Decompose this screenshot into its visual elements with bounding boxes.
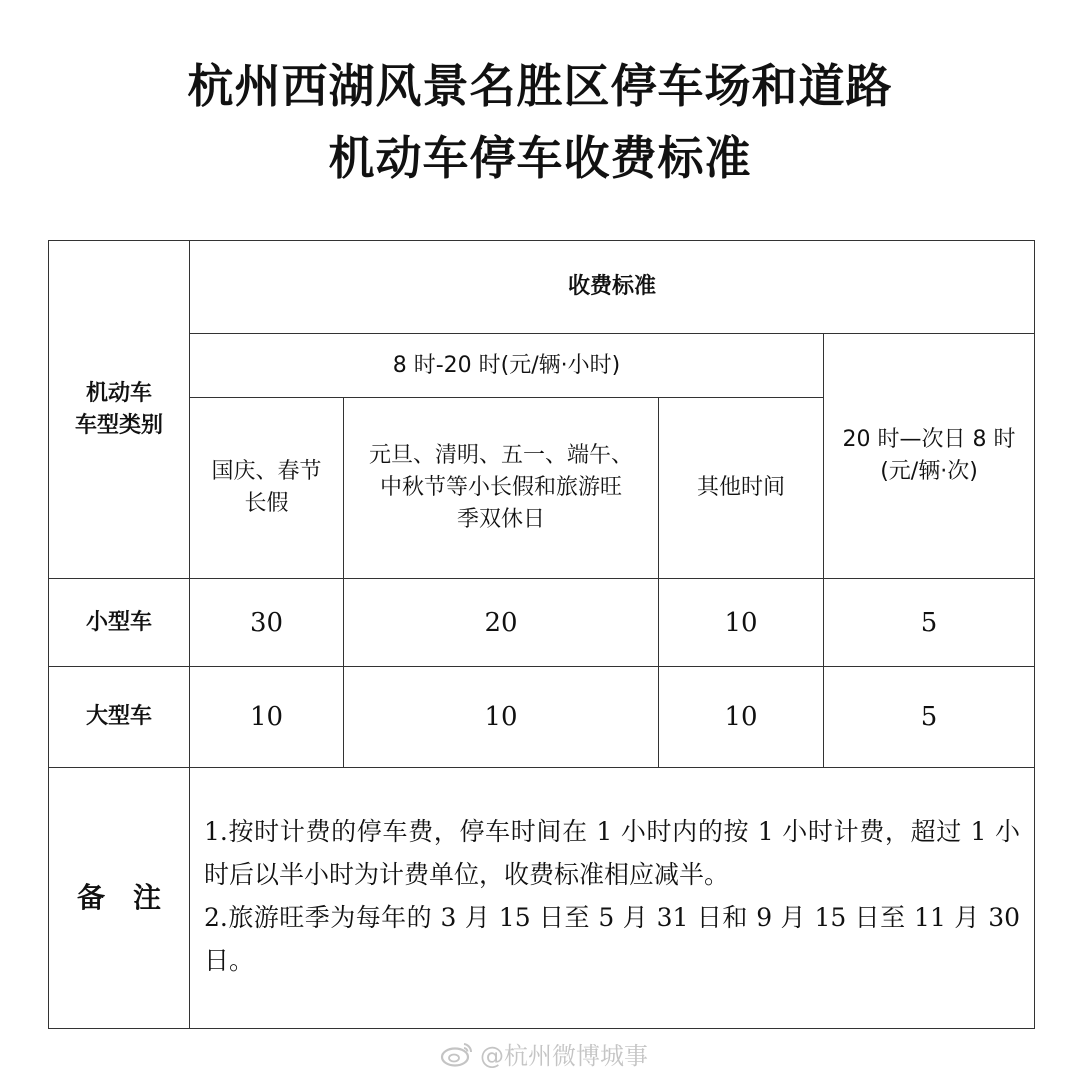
table-row xyxy=(49,667,1035,768)
vehicle-type-header-text: 机动车 车型类别 xyxy=(74,380,163,438)
cell-value: 5 xyxy=(824,579,1035,667)
cell-value: 10 xyxy=(659,579,824,667)
short-holiday-header-text: 元旦、清明、五一、端午、 中秋节等小长假和旅游旺 季双休日 xyxy=(368,443,633,532)
daytime-hourly-header: 8 时-20 时(元/辆·小时) xyxy=(190,334,824,398)
parking-fee-table xyxy=(48,240,1035,1029)
remark-item: 2.旅游旺季为每年的 3 月 15 日至 5 月 31 日和 9 月 15 日至 11 月 30 日。 xyxy=(204,903,1021,975)
table-row xyxy=(49,579,1035,667)
fee-standard-header: 收费标准 xyxy=(190,241,1035,334)
cell-value: 20 xyxy=(344,579,659,667)
remarks-content xyxy=(190,768,1035,1029)
page-title-line-1: 杭州西湖风景名胜区停车场和道路 xyxy=(187,59,893,113)
other-time-header xyxy=(659,398,824,579)
overnight-header-text: 20 时—次日 8 时 (元/辆·次) xyxy=(842,427,1016,484)
cell-value: 5 xyxy=(824,667,1035,768)
short-holiday-header xyxy=(344,398,659,579)
national-holiday-header xyxy=(190,398,344,579)
weibo-logo-icon xyxy=(440,1041,474,1067)
cell-value: 10 xyxy=(344,667,659,768)
row-label-small-car: 小型车 xyxy=(49,579,190,667)
cell-value: 30 xyxy=(190,579,344,667)
overnight-header xyxy=(824,334,1035,579)
vehicle-type-header xyxy=(49,241,190,579)
cell-value: 10 xyxy=(190,667,344,768)
row-label-large-car: 大型车 xyxy=(49,667,190,768)
remarks-label: 备注 xyxy=(49,768,190,1029)
other-time-header-text: 其他时间 xyxy=(696,475,785,500)
watermark xyxy=(440,1036,648,1071)
cell-value: 10 xyxy=(659,667,824,768)
page-title-line-2: 机动车停车收费标准 xyxy=(328,131,752,185)
national-holiday-header-text: 国庆、春节 长假 xyxy=(211,459,322,516)
watermark-text: @杭州微博城事 xyxy=(480,1042,648,1070)
remark-item: 1.按时计费的停车费，停车时间在 1 小时内的按 1 小时计费，超过 1 小时后以半小时为计费单位，收费标准相应减半。 xyxy=(204,817,1021,889)
